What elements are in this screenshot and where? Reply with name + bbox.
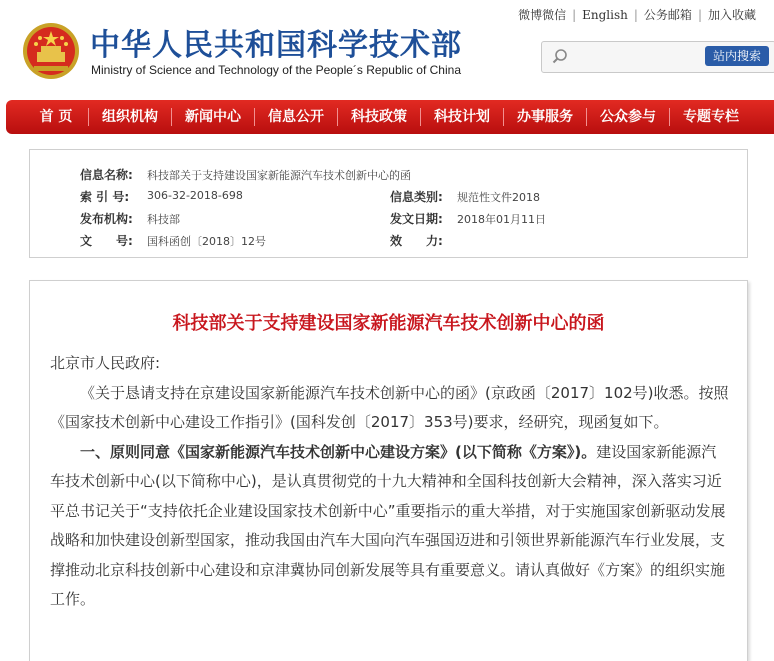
nav-topics[interactable]: 专题专栏 [683, 109, 739, 125]
nav-policy[interactable]: 科技政策 [351, 109, 407, 125]
paragraph-1: 《关于恳请支持在京建设国家新能源汽车技术创新中心的函》(京政函〔2017〕102号)收悉。按照《国家技术创新中心建设工作指引》(国科发创〔2017〕353号)要求，经研究，现函复如下。 [50, 383, 729, 431]
site-header [0, 0, 774, 100]
mailbox-link[interactable]: 公务邮箱 [643, 8, 692, 22]
paragraph-2-heading: 一、原则同意《国家新能源汽车技术创新中心建设方案》(以下简称《方案》)。 [80, 442, 597, 461]
info-name-label: 信息名称: [80, 168, 133, 182]
info-date-label: 发文日期: [390, 212, 443, 226]
info-docno-value: 国科函创〔2018〕12号 [147, 235, 266, 248]
english-link[interactable]: English [582, 8, 628, 22]
national-emblem-icon [22, 22, 80, 80]
info-type-label: 信息类别: [390, 190, 443, 204]
nav-programs[interactable]: 科技计划 [434, 109, 490, 125]
nav-open-info[interactable]: 信息公开 [268, 109, 324, 125]
weibo-wechat-link[interactable]: 微博微信 [518, 8, 567, 22]
nav-divider [586, 108, 587, 126]
paragraph-2 [50, 438, 730, 615]
nav-divider [88, 108, 89, 126]
nav-divider [420, 108, 421, 126]
info-name-value: 科技部关于支持建设国家新能源汽车技术创新中心的函 [147, 169, 411, 182]
nav-news[interactable]: 新闻中心 [185, 109, 241, 125]
info-date-value: 2018年01月11日 [457, 213, 546, 226]
document-title: 科技部关于支持建设国家新能源汽车技术创新中心的函 [172, 313, 605, 334]
search-input[interactable] [574, 47, 688, 67]
nav-services[interactable]: 办事服务 [517, 109, 573, 125]
info-index-label: 索 引 号: [80, 190, 130, 204]
document-content [29, 280, 748, 661]
info-docno-label: 文 号: [80, 234, 133, 248]
document-info-box [29, 149, 748, 258]
nav-divider [171, 108, 172, 126]
nav-organization[interactable]: 组织机构 [102, 109, 158, 125]
info-index-value: 306-32-2018-698 [147, 189, 243, 202]
site-subtitle: Ministry of Science and Technology of the People´s Republic of China [91, 63, 461, 77]
nav-divider [254, 108, 255, 126]
top-links [518, 6, 756, 23]
nav-divider [669, 108, 670, 126]
site-title: 中华人民共和国科学技术部 [90, 28, 462, 63]
search-box [541, 41, 774, 73]
info-org-value: 科技部 [147, 213, 180, 226]
nav-home[interactable]: 首 页 [39, 109, 73, 125]
paragraph-2-text: 建设国家新能源汽车技术创新中心(以下简称中心)，是认真贯彻党的十九大精神和全国科技创新大会精神，深入落实习近平总书记关于“支持依托企业建设国家技术创新中心”重要指示的重大举措，对于实施国家创新驱动发展战略和加快建设创新型国家，推动我国由汽车大国向汽车强国迈进和引领世界新能源汽车行业发展，支撑推动北京科技创新中心建设和京津冀协同创新发展等具有重要意义。请认真做好《方案》的组织实施工作。 [50, 442, 726, 608]
search-button[interactable]: 站内搜索 [705, 46, 769, 66]
info-validity-label: 效 力: [390, 234, 443, 248]
nav-participation[interactable]: 公众参与 [600, 109, 656, 125]
main-nav [6, 100, 774, 134]
info-org-label: 发布机构: [80, 212, 133, 226]
document-body [50, 349, 730, 615]
salutation: 北京市人民政府: [50, 354, 161, 372]
divider: | [697, 8, 702, 22]
nav-divider [337, 108, 338, 126]
favorite-link[interactable]: 加入收藏 [707, 8, 756, 22]
divider: | [633, 8, 638, 22]
search-icon [552, 48, 568, 64]
info-type-value: 规范性文件2018 [457, 191, 540, 204]
nav-divider [503, 108, 504, 126]
divider: | [572, 8, 577, 22]
